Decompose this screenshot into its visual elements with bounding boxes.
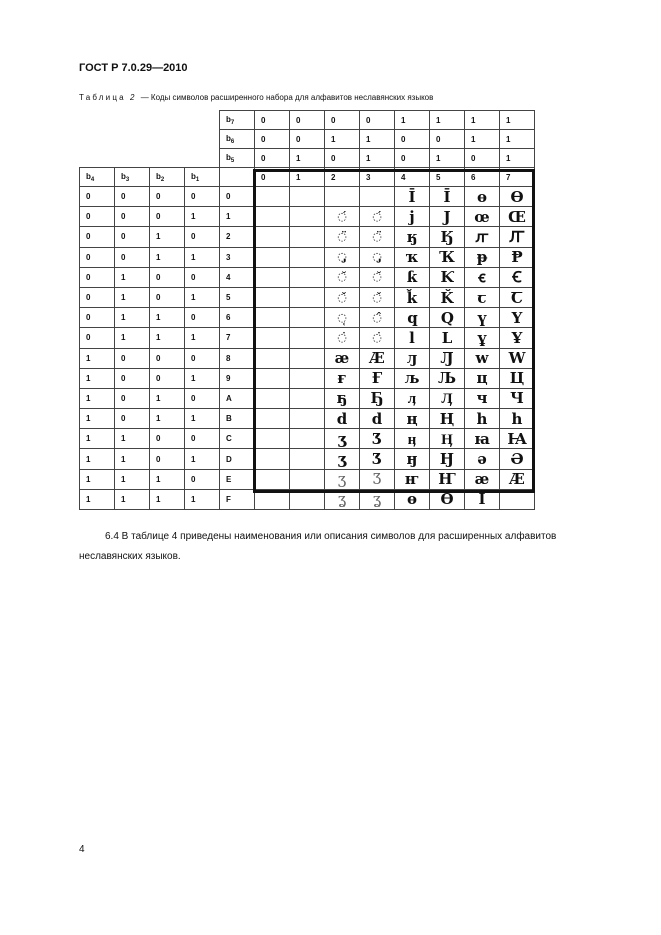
- bit-value: 1: [80, 469, 115, 489]
- glyph-cell: [290, 489, 325, 509]
- bit-value: 0: [115, 247, 150, 267]
- glyph-cell: Ᵽ: [500, 247, 535, 267]
- glyph-cell: [255, 409, 290, 429]
- bit-value: 0: [185, 429, 220, 449]
- table-row: [80, 489, 535, 509]
- glyph-cell: ◌̇: [360, 328, 395, 348]
- glyph-cell: Œ: [500, 207, 535, 227]
- bit-value: 0: [255, 130, 290, 149]
- bit-value: 1: [185, 489, 220, 509]
- bit-value: 1: [115, 469, 150, 489]
- bit-value: 0: [80, 227, 115, 247]
- glyph-cell: [290, 227, 325, 247]
- bit-row-header: [80, 130, 535, 149]
- glyph-cell: [360, 187, 395, 207]
- glyph-cell: ӄ: [395, 227, 430, 247]
- glyph-cell: [255, 348, 290, 368]
- bit-value: 1: [150, 227, 185, 247]
- glyph-cell: ҥ: [395, 469, 430, 489]
- glyph-cell: ◌̜: [325, 308, 360, 328]
- page-number: 4: [79, 844, 85, 855]
- bit-value: 0: [185, 187, 220, 207]
- glyph-cell: ꞇ: [465, 287, 500, 307]
- bit-value: 0: [150, 287, 185, 307]
- empty-cell: [80, 111, 115, 130]
- bit-value: 0: [185, 308, 220, 328]
- glyph-cell: [255, 287, 290, 307]
- bit-value: 0: [185, 388, 220, 408]
- glyph-cell: ◌̈: [325, 227, 360, 247]
- bit-value: 1: [500, 111, 535, 130]
- glyph-cell: Æ: [360, 348, 395, 368]
- bit-value: 1: [115, 429, 150, 449]
- glyph-cell: ц: [465, 368, 500, 388]
- glyph-cell: Ҥ: [430, 469, 465, 489]
- empty-cell: [115, 111, 150, 130]
- bit-value: 1: [150, 308, 185, 328]
- document-title: ГОСТ Р 7.0.29—2010: [79, 62, 188, 74]
- empty-cell: [150, 130, 185, 149]
- column-number: 6: [465, 168, 500, 187]
- bit-value: 1: [185, 287, 220, 307]
- bit-value: 0: [80, 308, 115, 328]
- bit-value: 0: [255, 149, 290, 168]
- glyph-cell: [255, 449, 290, 469]
- row-code: 4: [220, 267, 255, 287]
- glyph-cell: ҕ: [325, 388, 360, 408]
- glyph-cell: ◌̇: [325, 328, 360, 348]
- bit-value: 1: [430, 149, 465, 168]
- glyph-cell: ƙ: [395, 267, 430, 287]
- table-row: [80, 449, 535, 469]
- glyph-cell: Ұ: [500, 328, 535, 348]
- bit-value: 1: [325, 130, 360, 149]
- bit-value: 1: [80, 388, 115, 408]
- glyph-cell: [290, 388, 325, 408]
- glyph-cell: ◌̌: [325, 287, 360, 307]
- table-row: [80, 409, 535, 429]
- column-number: 7: [500, 168, 535, 187]
- table-row: [80, 429, 535, 449]
- bit-value: 0: [150, 368, 185, 388]
- glyph-cell: ұ: [465, 328, 500, 348]
- bit-value: 0: [115, 348, 150, 368]
- bit-value: 0: [80, 247, 115, 267]
- caption-number: 2: [130, 93, 135, 102]
- empty-cell: [150, 149, 185, 168]
- bit-value: 1: [185, 368, 220, 388]
- column-number: 1: [290, 168, 325, 187]
- glyph-cell: Ī: [395, 187, 430, 207]
- bit-value: 0: [115, 207, 150, 227]
- glyph-cell: Ө: [430, 489, 465, 509]
- glyph-cell: [255, 267, 290, 287]
- glyph-cell: ◌̡: [360, 247, 395, 267]
- row-code: 2: [220, 227, 255, 247]
- bit-value: 1: [80, 429, 115, 449]
- column-number: 0: [255, 168, 290, 187]
- glyph-cell: Ꞇ: [500, 287, 535, 307]
- glyph-cell: ӊ: [395, 429, 430, 449]
- glyph-cell: [290, 449, 325, 469]
- bit-label: $b_4$: [80, 168, 115, 187]
- glyph-cell: Ī: [430, 187, 465, 207]
- row-code: 5: [220, 287, 255, 307]
- bit-label: $b_3$: [115, 168, 150, 187]
- bit-value: 0: [325, 111, 360, 130]
- bit-value: 1: [185, 247, 220, 267]
- glyph-cell: Ӕ: [500, 469, 535, 489]
- empty-cell: [80, 130, 115, 149]
- table-row: [80, 287, 535, 307]
- glyph-cell: Ң: [430, 409, 465, 429]
- glyph-cell: h: [465, 409, 500, 429]
- glyph-cell: W: [500, 348, 535, 368]
- glyph-cell: [290, 287, 325, 307]
- row-code: 8: [220, 348, 255, 368]
- row-code: 1: [220, 207, 255, 227]
- empty-cell: [80, 149, 115, 168]
- glyph-cell: Ӆ: [430, 388, 465, 408]
- bit-value: 1: [185, 328, 220, 348]
- glyph-cell: [255, 489, 290, 509]
- bit-value: 0: [80, 287, 115, 307]
- empty-cell: [185, 111, 220, 130]
- bit-value: 1: [80, 348, 115, 368]
- bit-value: 0: [430, 130, 465, 149]
- bit-value: 0: [115, 368, 150, 388]
- column-number: 2: [325, 168, 360, 187]
- glyph-cell: Ʒ: [360, 429, 395, 449]
- glyph-cell: Ꙥ: [500, 227, 535, 247]
- bit-label: $b_5$: [220, 149, 255, 168]
- glyph-cell: [290, 247, 325, 267]
- bit-value: 0: [115, 388, 150, 408]
- bit-value: 1: [290, 149, 325, 168]
- glyph-cell: ҡ: [395, 247, 430, 267]
- bit-value: 0: [465, 149, 500, 168]
- bit-label: $b_7$: [220, 111, 255, 130]
- bit-value: 1: [115, 308, 150, 328]
- table-row: [80, 187, 535, 207]
- glyph-cell: Ԛ: [430, 308, 465, 328]
- glyph-cell: [290, 308, 325, 328]
- glyph-cell: ꞓ: [465, 267, 500, 287]
- table-row: [80, 388, 535, 408]
- glyph-cell: ԛ: [395, 308, 430, 328]
- glyph-cell: Ǩ: [430, 287, 465, 307]
- bit-value: 1: [80, 489, 115, 509]
- glyph-cell: Ԓ: [430, 348, 465, 368]
- bit-row-header: [80, 111, 535, 130]
- row-code: D: [220, 449, 255, 469]
- glyph-cell: ◌̡: [325, 247, 360, 267]
- bit-value: 0: [115, 227, 150, 247]
- bit-value: 1: [185, 449, 220, 469]
- row-code: A: [220, 388, 255, 408]
- row-code: E: [220, 469, 255, 489]
- glyph-cell: Ƙ: [430, 267, 465, 287]
- glyph-cell: d: [360, 409, 395, 429]
- glyph-cell: ◌́: [360, 207, 395, 227]
- glyph-cell: Ə: [500, 449, 535, 469]
- row-code: 6: [220, 308, 255, 328]
- table-row: [80, 469, 535, 489]
- bit-value: 0: [395, 130, 430, 149]
- glyph-cell: L: [430, 328, 465, 348]
- glyph-cell: Ʒ: [360, 449, 395, 469]
- row-code: B: [220, 409, 255, 429]
- row-code: 9: [220, 368, 255, 388]
- bit-value: 1: [185, 207, 220, 227]
- bit-value: 1: [80, 368, 115, 388]
- empty-cell: [150, 111, 185, 130]
- glyph-cell: Ɵ: [500, 187, 535, 207]
- glyph-cell: ӡ: [325, 469, 360, 489]
- empty-cell: [185, 149, 220, 168]
- bit-value: 0: [360, 111, 395, 130]
- glyph-cell: [290, 207, 325, 227]
- glyph-cell: ɵ: [465, 187, 500, 207]
- caption-text: — Коды символов расширенного набора для алфавитов неславянских языков: [140, 93, 434, 102]
- glyph-cell: ӆ: [395, 388, 430, 408]
- glyph-cell: Ч: [500, 388, 535, 408]
- glyph-cell: Ӄ: [430, 227, 465, 247]
- column-number: 4: [395, 168, 430, 187]
- glyph-cell: l: [395, 328, 430, 348]
- glyph-cell: Ц: [500, 368, 535, 388]
- bit-value: 1: [150, 328, 185, 348]
- glyph-cell: w: [465, 348, 500, 368]
- bit-value: 0: [150, 267, 185, 287]
- glyph-cell: ғ: [325, 368, 360, 388]
- bit-value: 1: [115, 449, 150, 469]
- table-row: [80, 227, 535, 247]
- glyph-cell: [255, 308, 290, 328]
- bit-value: 1: [80, 449, 115, 469]
- glyph-cell: æ: [325, 348, 360, 368]
- bit-value: 0: [150, 449, 185, 469]
- bit-value: 0: [150, 207, 185, 227]
- table-caption: [79, 93, 433, 102]
- table-row: [80, 207, 535, 227]
- glyph-cell: [290, 328, 325, 348]
- glyph-cell: ə: [465, 449, 500, 469]
- glyph-cell: [290, 348, 325, 368]
- caption-label: Таблица: [79, 93, 126, 102]
- glyph-cell: ◌́: [325, 207, 360, 227]
- bit-value: 1: [430, 111, 465, 130]
- row-code: C: [220, 429, 255, 449]
- bit-value: 0: [150, 348, 185, 368]
- glyph-cell: [255, 247, 290, 267]
- bit-value: 1: [150, 489, 185, 509]
- glyph-cell: [290, 267, 325, 287]
- bit-label: $b_2$: [150, 168, 185, 187]
- row-code: 7: [220, 328, 255, 348]
- glyph-cell: ӕ: [465, 469, 500, 489]
- glyph-cell: [255, 429, 290, 449]
- bit-value: 1: [360, 130, 395, 149]
- bit-value: 1: [115, 489, 150, 509]
- body-paragraph: 6.4 В таблице 4 приведены наименования или описания символов для расширенных алфавитов неславянских языков.: [79, 531, 557, 562]
- glyph-cell: [255, 227, 290, 247]
- glyph-cell: ʒ: [325, 449, 360, 469]
- bit-value: 0: [290, 111, 325, 130]
- glyph-cell: Ҕ: [360, 388, 395, 408]
- glyph-cell: Ү: [500, 308, 535, 328]
- empty-cell: [220, 168, 255, 187]
- glyph-cell: ◌̈: [360, 227, 395, 247]
- bit-value: 0: [80, 207, 115, 227]
- glyph-cell: ʓ: [325, 489, 360, 509]
- column-header-row: [80, 168, 535, 187]
- bit-value: 0: [185, 469, 220, 489]
- glyph-cell: ᵽ: [465, 247, 500, 267]
- character-code-table: [79, 110, 535, 510]
- glyph-cell: ◌̆: [325, 267, 360, 287]
- glyph-cell: [255, 469, 290, 489]
- row-code: 3: [220, 247, 255, 267]
- glyph-cell: [255, 207, 290, 227]
- bit-value: 1: [80, 409, 115, 429]
- glyph-cell: [255, 187, 290, 207]
- bit-value: 0: [395, 149, 430, 168]
- bit-label: $b_6$: [220, 130, 255, 149]
- bit-value: 0: [80, 187, 115, 207]
- bit-value: 1: [115, 287, 150, 307]
- row-code: 0: [220, 187, 255, 207]
- bit-value: 0: [80, 267, 115, 287]
- bit-value: 0: [185, 348, 220, 368]
- glyph-cell: Ғ: [360, 368, 395, 388]
- glyph-cell: ꙗ: [465, 429, 500, 449]
- bit-value: 1: [395, 111, 430, 130]
- table-row: [80, 267, 535, 287]
- glyph-cell: ʒ: [325, 429, 360, 449]
- bit-value: 0: [150, 187, 185, 207]
- empty-cell: [115, 130, 150, 149]
- glyph-cell: h: [500, 409, 535, 429]
- table-row: [80, 328, 535, 348]
- bit-value: 1: [115, 267, 150, 287]
- glyph-cell: ◌̂: [360, 308, 395, 328]
- glyph-cell: ԓ: [395, 348, 430, 368]
- glyph-cell: ч: [465, 388, 500, 408]
- bit-value: 0: [150, 429, 185, 449]
- glyph-cell: Љ: [430, 368, 465, 388]
- glyph-cell: ң: [395, 409, 430, 429]
- glyph-cell: ǩ: [395, 287, 430, 307]
- glyph-cell: œ: [465, 207, 500, 227]
- bit-value: 1: [465, 111, 500, 130]
- glyph-cell: ү: [465, 308, 500, 328]
- glyph-cell: Ӊ: [430, 429, 465, 449]
- glyph-cell: ◌̆: [360, 267, 395, 287]
- bit-value: 0: [80, 328, 115, 348]
- bit-value: 1: [150, 409, 185, 429]
- row-code: F: [220, 489, 255, 509]
- bit-label: $b_1$: [185, 168, 220, 187]
- glyph-cell: [290, 429, 325, 449]
- bit-value: 1: [150, 247, 185, 267]
- glyph-cell: Ӈ: [430, 449, 465, 469]
- column-number: 3: [360, 168, 395, 187]
- table-row: [80, 368, 535, 388]
- bit-value: 1: [500, 130, 535, 149]
- bit-value: 1: [150, 388, 185, 408]
- glyph-cell: Ј: [430, 207, 465, 227]
- bit-value: 0: [115, 409, 150, 429]
- glyph-cell: ʓ: [360, 489, 395, 509]
- glyph-cell: [255, 328, 290, 348]
- glyph-cell: ӈ: [395, 449, 430, 469]
- empty-cell: [115, 149, 150, 168]
- glyph-cell: [325, 187, 360, 207]
- bit-value: 1: [500, 149, 535, 168]
- bit-value: 1: [150, 469, 185, 489]
- glyph-cell: d: [325, 409, 360, 429]
- glyph-cell: Ҡ: [430, 247, 465, 267]
- glyph-cell: ◌̌: [360, 287, 395, 307]
- bit-value: 1: [465, 130, 500, 149]
- glyph-cell: Ӡ: [360, 469, 395, 489]
- table-row: [80, 308, 535, 328]
- bit-row-header: [80, 149, 535, 168]
- glyph-cell: [255, 388, 290, 408]
- glyph-cell: [255, 368, 290, 388]
- bit-value: 0: [255, 111, 290, 130]
- glyph-cell: [290, 469, 325, 489]
- glyph-cell: љ: [395, 368, 430, 388]
- column-number: 5: [430, 168, 465, 187]
- glyph-cell: Ꞓ: [500, 267, 535, 287]
- table-row: [80, 348, 535, 368]
- glyph-cell: [290, 409, 325, 429]
- glyph-cell: ө: [395, 489, 430, 509]
- glyph-cell: ꙥ: [465, 227, 500, 247]
- bit-value: 0: [185, 227, 220, 247]
- bit-value: 0: [325, 149, 360, 168]
- bit-value: 0: [290, 130, 325, 149]
- bit-value: 1: [115, 328, 150, 348]
- bit-value: 0: [185, 267, 220, 287]
- glyph-cell: [500, 489, 535, 509]
- bit-value: 1: [360, 149, 395, 168]
- table-row: [80, 247, 535, 267]
- glyph-cell: ј: [395, 207, 430, 227]
- glyph-cell: Ꙗ: [500, 429, 535, 449]
- bit-value: 1: [185, 409, 220, 429]
- glyph-cell: [290, 368, 325, 388]
- glyph-cell: I: [465, 489, 500, 509]
- glyph-cell: [290, 187, 325, 207]
- empty-cell: [185, 130, 220, 149]
- bit-value: 0: [115, 187, 150, 207]
